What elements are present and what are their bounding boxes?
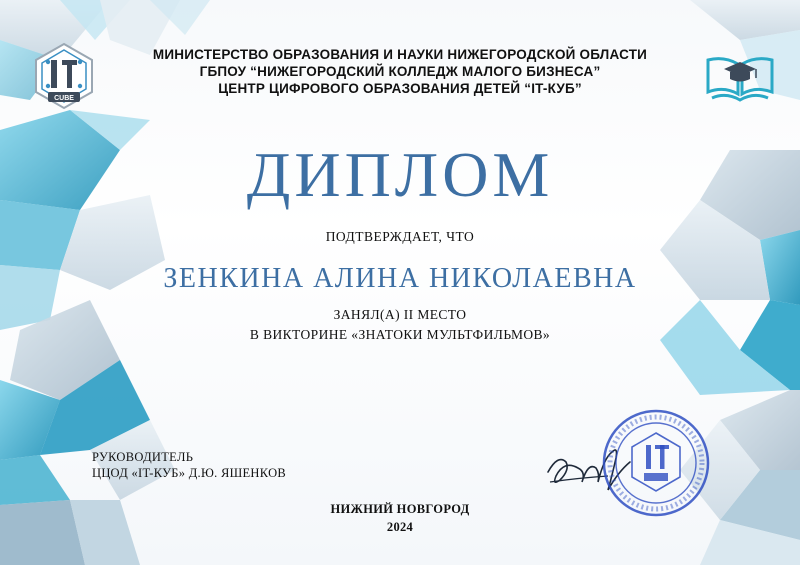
svg-text:CUBE: CUBE (54, 95, 74, 102)
signer-block (92, 449, 286, 481)
signer-name: ЦЦОД «IT-КУБ» Д.Ю. ЯШЕНКОВ (92, 466, 287, 480)
college-line: ГБПОУ “НИЖЕГОРОДСКИЙ КОЛЛЕДЖ МАЛОГО БИЗНЕСА” (199, 64, 601, 79)
award-event: В ВИКТОРИНЕ «ЗНАТОКИ МУЛЬТФИЛЬМОВ» (249, 327, 551, 342)
confirm-text: ПОДТВЕРЖДАЕТ, ЧТО (325, 229, 475, 244)
city: НИЖНИЙ НОВГОРОД (330, 502, 470, 516)
award-place: ЗАНЯЛ(А) II МЕСТО (333, 307, 467, 322)
year: 2024 (386, 520, 414, 534)
award-text (0, 305, 800, 345)
footer (0, 500, 800, 536)
header (0, 46, 800, 97)
signer-title: РУКОВОДИТЕЛЬ (92, 450, 194, 464)
ministry-line: МИНИСТЕРСТВО ОБРАЗОВАНИЯ И НАУКИ НИЖЕГОРОДСКОЙ ОБЛАСТИ (152, 47, 648, 62)
center-line: ЦЕНТР ЦИФРОВОГО ОБРАЗОВАНИЯ ДЕТЕЙ “IT-КУБ” (218, 81, 582, 96)
diploma-title: ДИПЛОМ (246, 139, 554, 210)
recipient-name: ЗЕНКИНА АЛИНА НИКОЛАЕВНА (163, 263, 637, 294)
